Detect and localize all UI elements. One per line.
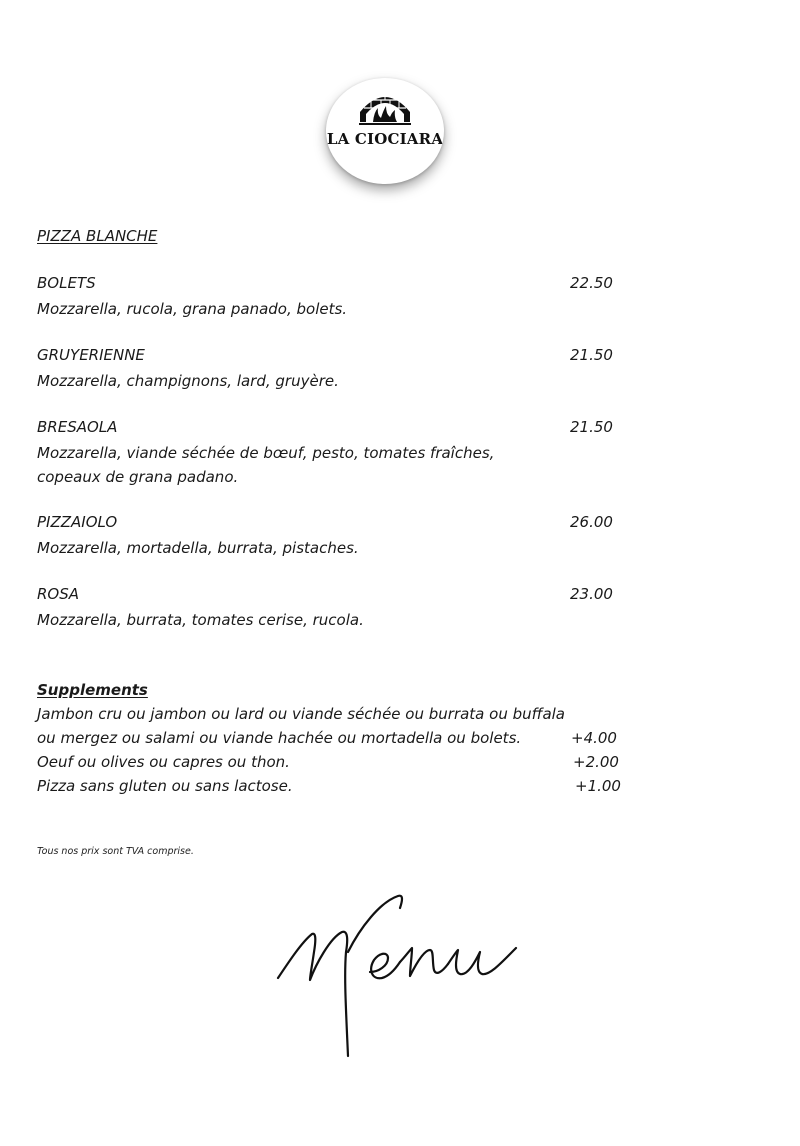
item-name: GRUYERIENNE — [37, 346, 145, 364]
supplement-line: Oeuf ou olives ou capres ou thon. — [37, 753, 290, 771]
item-description: Mozzarella, champignons, lard, gruyère. — [37, 372, 339, 390]
item-price: 21.50 — [570, 418, 613, 436]
item-description: Mozzarella, rucola, grana panado, bolets. — [37, 300, 348, 318]
item-name: BRESAOLA — [37, 418, 118, 436]
item-description: Mozzarella, burrata, tomates cerise, rucola. — [37, 611, 364, 629]
supplement-line: Jambon cru ou jambon ou lard ou viande séchée ou burrata ou buffala — [37, 705, 565, 723]
item-name: ROSA — [37, 585, 80, 603]
logo-text: LA CIOCIARA — [326, 130, 444, 148]
section-title: PIZZA BLANCHE — [37, 227, 158, 245]
item-description: Mozzarella, mortadella, burrata, pistaches. — [37, 539, 359, 557]
tax-footnote: Tous nos prix sont TVA comprise. — [37, 846, 194, 857]
menu-signature — [270, 880, 530, 1060]
item-price: 26.00 — [570, 513, 613, 531]
item-price: 21.50 — [570, 346, 613, 364]
supplement-price: +4.00 — [571, 729, 617, 747]
item-name: PIZZAIOLO — [37, 513, 118, 531]
supplement-line: ou mergez ou salami ou viande hachée ou mortadella ou bolets. — [37, 729, 522, 747]
supplement-line: Pizza sans gluten ou sans lactose. — [37, 777, 293, 795]
supplement-price: +1.00 — [575, 777, 621, 795]
item-name: BOLETS — [37, 274, 96, 292]
supplements-title: Supplements — [37, 681, 148, 699]
logo — [326, 78, 444, 184]
supplement-price: +2.00 — [573, 753, 619, 771]
item-price: 22.50 — [570, 274, 613, 292]
item-description: Mozzarella, viande séchée de bœuf, pesto, tomates fraîches, copeaux de grana padano. — [37, 444, 495, 486]
item-price: 23.00 — [570, 585, 613, 603]
